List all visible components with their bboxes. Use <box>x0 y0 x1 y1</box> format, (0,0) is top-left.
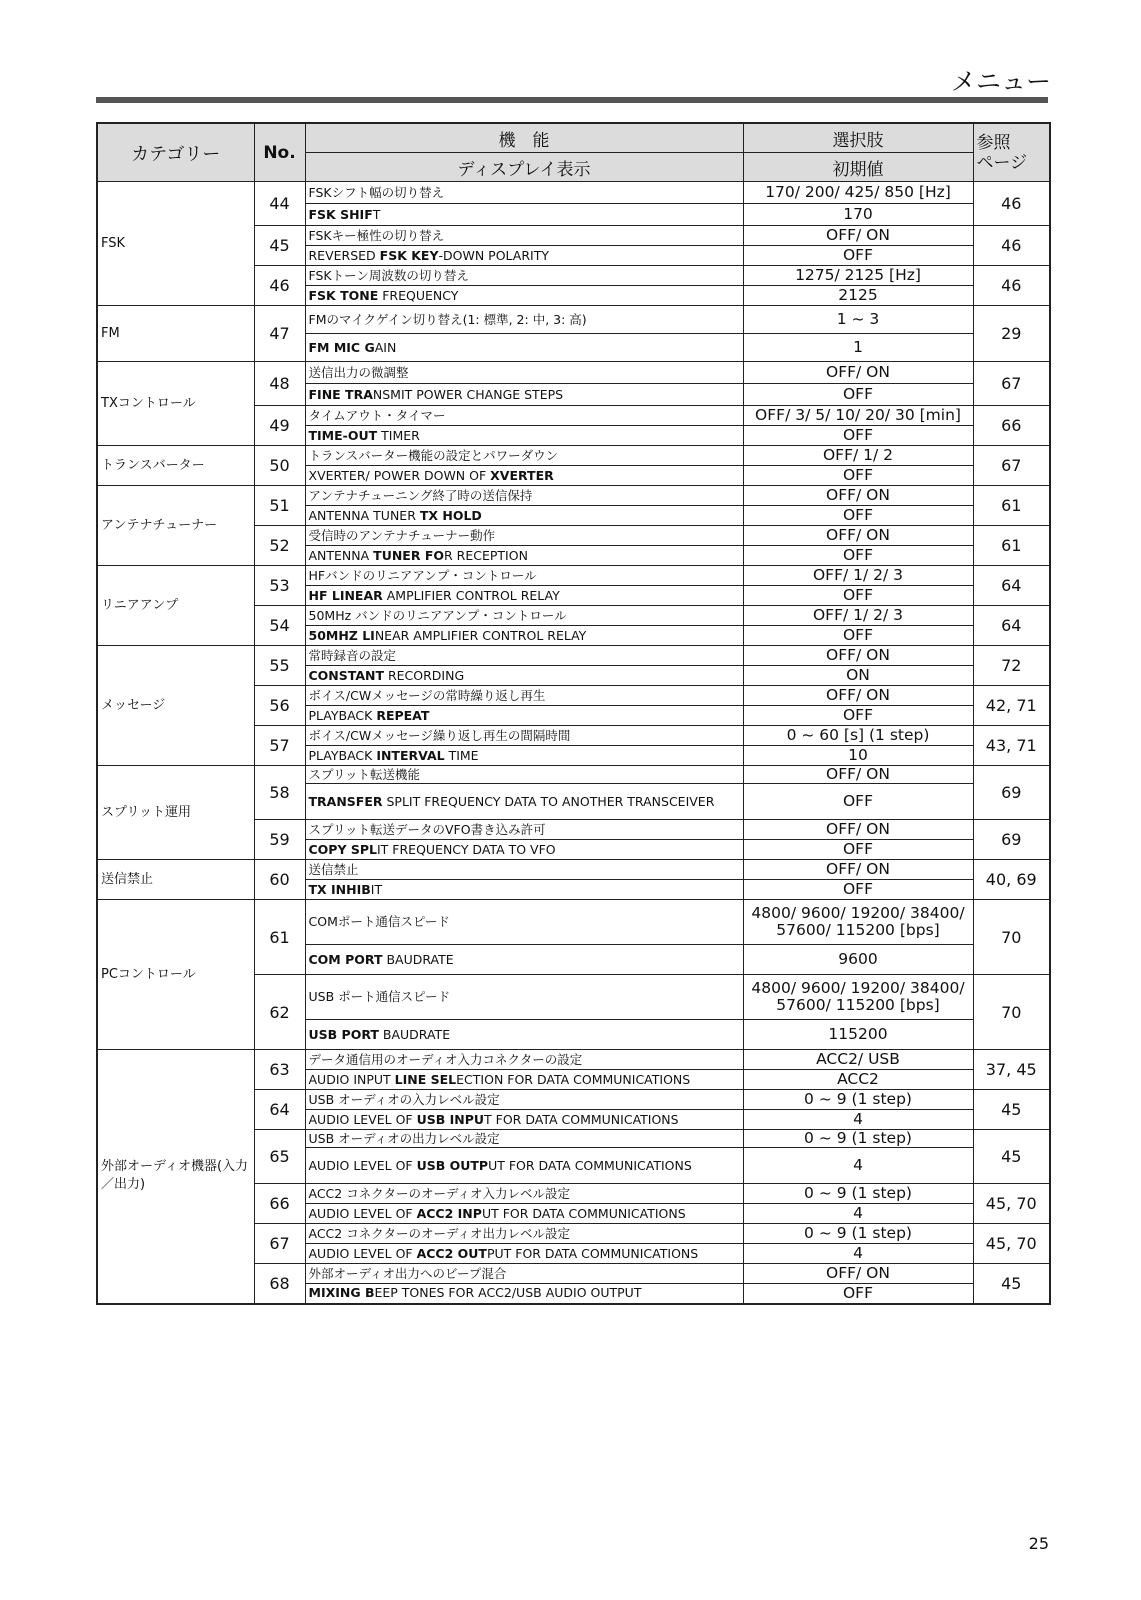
display-text-suffix: T FOR DATA COMMUNICATIONS <box>484 1111 679 1127</box>
options-cell: OFF/ ON <box>743 646 973 666</box>
default-value: OFF <box>743 466 973 486</box>
category-cell: スプリット運用 <box>97 766 254 860</box>
function-description: HFバンドのリニアアンプ・コントロール <box>305 566 743 586</box>
menu-body <box>97 182 1050 1304</box>
function-description: アンテナチューニング終了時の送信保持 <box>305 486 743 506</box>
function-description: COMポート通信スピード <box>305 900 743 945</box>
display-text-prefix: ANTENNA TUNER <box>308 507 420 523</box>
options-cell: OFF/ ON <box>743 766 973 784</box>
reference-page: 43, 71 <box>973 726 1050 766</box>
display-text-suffix: IT <box>370 881 383 897</box>
default-value: OFF <box>743 586 973 606</box>
display-text-prefix: PLAYBACK <box>308 707 377 723</box>
default-value: OFF <box>743 426 973 446</box>
item-number: 47 <box>254 306 305 362</box>
item-number: 65 <box>254 1130 305 1184</box>
display-text <box>305 1204 743 1224</box>
item-number: 68 <box>254 1264 305 1304</box>
item-number: 63 <box>254 1050 305 1090</box>
display-text-keyword: USB INPU <box>416 1111 485 1127</box>
default-value: OFF <box>743 546 973 566</box>
category-cell: FSK <box>97 182 254 306</box>
table-row <box>97 860 1050 880</box>
item-number: 51 <box>254 486 305 526</box>
default-value: 4 <box>743 1148 973 1184</box>
display-text-keyword: INTERVAL <box>376 747 445 763</box>
default-value: 115200 <box>743 1020 973 1050</box>
table-row <box>97 486 1050 506</box>
options-cell: OFF/ ON <box>743 526 973 546</box>
options-cell: 4800/ 9600/ 19200/ 38400/ 57600/ 115200 [bps] <box>743 900 973 945</box>
display-text-suffix: T <box>372 206 381 222</box>
default-value: 2125 <box>743 286 973 306</box>
table-row <box>97 182 1050 204</box>
display-text <box>305 246 743 266</box>
reference-page: 46 <box>973 266 1050 306</box>
header-reference <box>973 123 1050 182</box>
title-rule <box>96 97 1048 103</box>
header-default: 初期値 <box>743 153 973 182</box>
item-number: 64 <box>254 1090 305 1130</box>
display-text <box>305 880 743 900</box>
default-value: 1 <box>743 334 973 362</box>
header-row-1 <box>97 123 1050 153</box>
display-text-keyword: TIME-OUT <box>308 427 378 443</box>
display-text <box>305 1284 743 1304</box>
options-cell: 1 ~ 3 <box>743 306 973 334</box>
display-text-suffix: BAUDRATE <box>382 951 454 967</box>
function-description: トランスバーター機能の設定とパワーダウン <box>305 446 743 466</box>
display-text <box>305 1148 743 1184</box>
options-cell: OFF/ ON <box>743 362 973 384</box>
display-text-keyword: ACC2 OUT <box>416 1245 487 1261</box>
options-cell: 0 ~ 9 (1 step) <box>743 1184 973 1204</box>
default-value: 4 <box>743 1110 973 1130</box>
default-value: OFF <box>743 246 973 266</box>
display-text-keyword: FSK TONE <box>308 287 379 303</box>
display-text-keyword: TUNER FO <box>373 547 444 563</box>
display-text <box>305 546 743 566</box>
display-text <box>305 784 743 820</box>
default-value: OFF <box>743 384 973 406</box>
display-text-suffix: TIMER <box>377 427 420 443</box>
options-cell: OFF/ ON <box>743 226 973 246</box>
display-text-suffix: R RECEPTION <box>444 547 528 563</box>
options-cell: OFF/ ON <box>743 1264 973 1284</box>
display-text-keyword: FINE TRA <box>308 386 373 402</box>
options-cell: 0 ~ 9 (1 step) <box>743 1090 973 1110</box>
options-cell: OFF/ 1/ 2 <box>743 446 973 466</box>
header-ref-line2: ページ <box>976 152 1028 173</box>
default-value: OFF <box>743 626 973 646</box>
menu-table <box>96 122 1051 1305</box>
display-text-prefix: PLAYBACK <box>308 747 377 763</box>
display-text-keyword: CONSTANT <box>308 667 384 683</box>
display-text-keyword: LINE SEL <box>394 1071 457 1087</box>
category-cell: リニアアンプ <box>97 566 254 646</box>
display-text-suffix: NSMIT POWER CHANGE STEPS <box>372 386 564 402</box>
table-row <box>97 306 1050 334</box>
category-cell: 送信禁止 <box>97 860 254 900</box>
reference-page: 42, 71 <box>973 686 1050 726</box>
display-text-suffix: NEAR AMPLIFIER CONTROL RELAY <box>374 627 587 643</box>
category-cell: FM <box>97 306 254 362</box>
reference-page: 45 <box>973 1264 1050 1304</box>
table-row <box>97 566 1050 586</box>
item-number: 54 <box>254 606 305 646</box>
header-ref-line1: 参照 <box>976 132 1011 153</box>
display-text-suffix: AIN <box>374 339 397 355</box>
display-text-suffix: BAUDRATE <box>378 1026 451 1042</box>
reference-page: 69 <box>973 820 1050 860</box>
reference-page: 40, 69 <box>973 860 1050 900</box>
options-cell: 4800/ 9600/ 19200/ 38400/ 57600/ 115200 [bps] <box>743 975 973 1020</box>
display-text-prefix: REVERSED <box>308 247 380 263</box>
item-number: 46 <box>254 266 305 306</box>
display-text-keyword: ACC2 INP <box>416 1205 482 1221</box>
function-description: スプリット転送機能 <box>305 766 743 784</box>
default-value: 10 <box>743 746 973 766</box>
header-function: 機 能 <box>305 123 743 153</box>
reference-page: 61 <box>973 526 1050 566</box>
display-text-prefix: XVERTER/ POWER DOWN OF <box>308 467 491 483</box>
reference-page: 67 <box>973 362 1050 406</box>
display-text-keyword: 50MHZ LI <box>308 627 375 643</box>
display-text-suffix: AMPLIFIER CONTROL RELAY <box>382 587 560 603</box>
reference-page: 70 <box>973 975 1050 1050</box>
display-text-prefix: AUDIO LEVEL OF <box>308 1157 417 1173</box>
function-description: FSKキー極性の切り替え <box>305 226 743 246</box>
display-text-keyword: FSK KEY <box>379 247 439 263</box>
reference-page: 46 <box>973 182 1050 226</box>
header-display: ディスプレイ表示 <box>305 153 743 182</box>
display-text <box>305 1070 743 1090</box>
options-cell: OFF/ 1/ 2/ 3 <box>743 606 973 626</box>
display-text-suffix: RECORDING <box>383 667 465 683</box>
function-description: 外部オーディオ出力へのビープ混合 <box>305 1264 743 1284</box>
options-cell: ACC2/ USB <box>743 1050 973 1070</box>
function-description: ボイス/CWメッセージの常時繰り返し再生 <box>305 686 743 706</box>
item-number: 49 <box>254 406 305 446</box>
display-text-keyword: HF LINEAR <box>308 587 383 603</box>
item-number: 62 <box>254 975 305 1050</box>
display-text-suffix: UT FOR DATA COMMUNICATIONS <box>488 1157 692 1173</box>
display-text-prefix: AUDIO LEVEL OF <box>308 1245 417 1261</box>
reference-page: 37, 45 <box>973 1050 1050 1090</box>
function-description: 送信出力の微調整 <box>305 362 743 384</box>
function-description: 常時録音の設定 <box>305 646 743 666</box>
display-text-suffix: -DOWN POLARITY <box>438 247 549 263</box>
header-no: No. <box>254 123 305 182</box>
options-cell: OFF/ 3/ 5/ 10/ 20/ 30 [min] <box>743 406 973 426</box>
display-text <box>305 746 743 766</box>
reference-page: 61 <box>973 486 1050 526</box>
category-cell: トランスバーター <box>97 446 254 486</box>
header-category: カテゴリー <box>97 123 254 182</box>
default-value: ON <box>743 666 973 686</box>
function-description: FSKトーン周波数の切り替え <box>305 266 743 286</box>
display-text-keyword: TX HOLD <box>419 507 482 523</box>
display-text-suffix: IT FREQUENCY DATA TO VFO <box>377 841 556 857</box>
display-text <box>305 466 743 486</box>
display-text <box>305 286 743 306</box>
default-value: ACC2 <box>743 1070 973 1090</box>
item-number: 67 <box>254 1224 305 1264</box>
options-cell: 0 ~ 60 [s] (1 step) <box>743 726 973 746</box>
default-value: OFF <box>743 706 973 726</box>
display-text <box>305 506 743 526</box>
function-description: USB オーディオの出力レベル設定 <box>305 1130 743 1148</box>
default-value: OFF <box>743 880 973 900</box>
display-text-suffix: PUT FOR DATA COMMUNICATIONS <box>486 1245 699 1261</box>
options-cell: OFF/ ON <box>743 486 973 506</box>
display-text <box>305 586 743 606</box>
item-number: 52 <box>254 526 305 566</box>
item-number: 44 <box>254 182 305 226</box>
default-value: 4 <box>743 1204 973 1224</box>
display-text-keyword: USB PORT <box>308 1026 379 1042</box>
display-text-prefix: ANTENNA <box>308 547 374 563</box>
reference-page: 69 <box>973 766 1050 820</box>
options-cell: 0 ~ 9 (1 step) <box>743 1130 973 1148</box>
display-text <box>305 1244 743 1264</box>
display-text-keyword: TX INHIB <box>308 881 371 897</box>
display-text <box>305 384 743 406</box>
options-cell: OFF/ 1/ 2/ 3 <box>743 566 973 586</box>
reference-page: 70 <box>973 900 1050 975</box>
page-title: メニュー <box>950 67 1051 96</box>
default-value: OFF <box>743 784 973 820</box>
display-text-prefix: AUDIO LEVEL OF <box>308 1205 417 1221</box>
options-cell: 0 ~ 9 (1 step) <box>743 1224 973 1244</box>
category-cell: メッセージ <box>97 646 254 766</box>
display-text-suffix: TIME <box>444 747 479 763</box>
function-description: 受信時のアンテナチューナー動作 <box>305 526 743 546</box>
display-text-suffix: FREQUENCY <box>378 287 459 303</box>
table-row <box>97 900 1050 945</box>
display-text-suffix: EEP TONES FOR ACC2/USB AUDIO OUTPUT <box>374 1285 642 1301</box>
function-description: USB オーディオの入力レベル設定 <box>305 1090 743 1110</box>
item-number: 45 <box>254 226 305 266</box>
function-description: スプリット転送データのVFO書き込み許可 <box>305 820 743 840</box>
item-number: 66 <box>254 1184 305 1224</box>
options-cell: OFF/ ON <box>743 820 973 840</box>
display-text-keyword: REPEAT <box>376 707 430 723</box>
item-number: 57 <box>254 726 305 766</box>
display-text-suffix: UT FOR DATA COMMUNICATIONS <box>481 1205 686 1221</box>
display-text-keyword: TRANSFER <box>308 793 383 809</box>
category-cell: アンテナチューナー <box>97 486 254 566</box>
table-row <box>97 1050 1050 1070</box>
default-value: 4 <box>743 1244 973 1264</box>
function-description: 送信禁止 <box>305 860 743 880</box>
display-text-keyword: FM MIC G <box>308 339 375 355</box>
display-text <box>305 626 743 646</box>
default-value: OFF <box>743 1284 973 1304</box>
category-cell: 外部オーディオ機器(入力／出力) <box>97 1050 254 1304</box>
default-value: 9600 <box>743 945 973 975</box>
reference-page: 45, 70 <box>973 1184 1050 1224</box>
function-description: ACC2 コネクターのオーディオ出力レベル設定 <box>305 1224 743 1244</box>
display-text-prefix: AUDIO INPUT <box>308 1071 395 1087</box>
display-text <box>305 426 743 446</box>
table-row <box>97 446 1050 466</box>
function-description: FMのマイクゲイン切り替え(1: 標準, 2: 中, 3: 高) <box>305 306 743 334</box>
display-text <box>305 334 743 362</box>
header-options: 選択肢 <box>743 123 973 153</box>
function-description: ACC2 コネクターのオーディオ入力レベル設定 <box>305 1184 743 1204</box>
item-number: 61 <box>254 900 305 975</box>
reference-page: 66 <box>973 406 1050 446</box>
item-number: 53 <box>254 566 305 606</box>
function-description: データ通信用のオーディオ入力コネクターの設定 <box>305 1050 743 1070</box>
default-value: 170 <box>743 204 973 226</box>
item-number: 50 <box>254 446 305 486</box>
display-text-keyword: COM PORT <box>308 951 383 967</box>
item-number: 56 <box>254 686 305 726</box>
function-description: USB ポート通信スピード <box>305 975 743 1020</box>
display-text-keyword: MIXING B <box>308 1285 375 1301</box>
display-text-keyword: USB OUTP <box>416 1157 489 1173</box>
display-text <box>305 1020 743 1050</box>
item-number: 58 <box>254 766 305 820</box>
default-value: OFF <box>743 506 973 526</box>
function-description: FSKシフト幅の切り替え <box>305 182 743 204</box>
options-cell: 1275/ 2125 [Hz] <box>743 266 973 286</box>
item-number: 60 <box>254 860 305 900</box>
reference-page: 46 <box>973 226 1050 266</box>
reference-page: 45, 70 <box>973 1224 1050 1264</box>
reference-page: 45 <box>973 1090 1050 1130</box>
reference-page: 67 <box>973 446 1050 486</box>
options-cell: OFF/ ON <box>743 860 973 880</box>
item-number: 48 <box>254 362 305 406</box>
item-number: 59 <box>254 820 305 860</box>
display-text-keyword: XVERTER <box>490 467 554 483</box>
category-cell: PCコントロール <box>97 900 254 1050</box>
table-row <box>97 362 1050 384</box>
options-cell: 170/ 200/ 425/ 850 [Hz] <box>743 182 973 204</box>
reference-page: 45 <box>973 1130 1050 1184</box>
display-text-suffix: ECTION FOR DATA COMMUNICATIONS <box>456 1071 691 1087</box>
function-description: タイムアウト・タイマー <box>305 406 743 426</box>
function-description: ボイス/CWメッセージ繰り返し再生の間隔時間 <box>305 726 743 746</box>
display-text <box>305 204 743 226</box>
table-row <box>97 766 1050 784</box>
function-description: 50MHz バンドのリニアアンプ・コントロール <box>305 606 743 626</box>
display-text <box>305 1110 743 1130</box>
default-value: OFF <box>743 840 973 860</box>
display-text-prefix: AUDIO LEVEL OF <box>308 1111 417 1127</box>
display-text <box>305 840 743 860</box>
item-number: 55 <box>254 646 305 686</box>
category-cell: TXコントロール <box>97 362 254 446</box>
page-number: 25 <box>1028 1534 1049 1553</box>
display-text <box>305 945 743 975</box>
reference-page: 29 <box>973 306 1050 362</box>
display-text-suffix: SPLIT FREQUENCY DATA TO ANOTHER TRANSCEIVER <box>382 793 715 809</box>
display-text-keyword: COPY SPL <box>308 841 377 857</box>
reference-page: 64 <box>973 566 1050 606</box>
display-text <box>305 706 743 726</box>
options-cell: OFF/ ON <box>743 686 973 706</box>
reference-page: 72 <box>973 646 1050 686</box>
reference-page: 64 <box>973 606 1050 646</box>
display-text <box>305 666 743 686</box>
table-row <box>97 646 1050 666</box>
display-text-keyword: FSK SHIF <box>308 206 373 222</box>
